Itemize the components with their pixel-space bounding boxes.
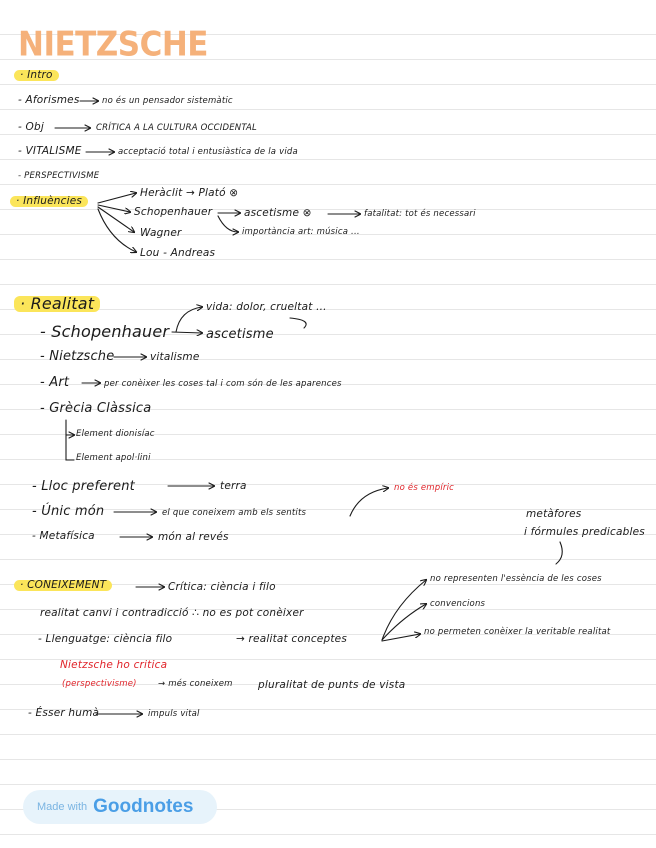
llenguatge-mid: → realitat conceptes bbox=[236, 633, 347, 645]
goodnotes-brand: Goodnotes bbox=[93, 796, 194, 817]
importancia-item: importància art: música ... bbox=[242, 227, 360, 237]
ascetisme-item: ascetisme ⊗ bbox=[244, 207, 312, 219]
vitalisme-label: - VITALISME bbox=[18, 145, 82, 157]
nietzsche-desc: vitalisme bbox=[150, 351, 200, 363]
esser-desc: impuls vital bbox=[148, 709, 200, 719]
arrow-no-representen bbox=[382, 580, 426, 640]
lloc-line: - Lloc preferent bbox=[32, 479, 135, 494]
vitalisme-desc: acceptació total i entusiàstica de la vida bbox=[118, 147, 298, 157]
ascetisme-word: ascetisme bbox=[206, 327, 274, 342]
llenguatge-line: - Llenguatge: ciència filo bbox=[38, 633, 173, 645]
arrow-salome bbox=[98, 209, 136, 252]
predicables-note: i fórmules predicables bbox=[524, 526, 645, 538]
arrow-no-permeten bbox=[382, 634, 420, 641]
intro-heading: · Intro bbox=[14, 70, 59, 81]
art-line: - Art bbox=[40, 375, 70, 390]
arrow-importancia bbox=[218, 216, 238, 232]
aforismes-label: - Aforismes bbox=[18, 94, 80, 106]
schopenhauer-line: - Schopenhauer bbox=[40, 322, 170, 341]
schopenhauer-item: Schopenhauer bbox=[134, 206, 213, 218]
goodnotes-badge[interactable] bbox=[23, 790, 217, 824]
metafisica-line: - Metafísica bbox=[32, 530, 95, 542]
terra-word: terra bbox=[220, 480, 247, 492]
arrow-vida-dolor bbox=[176, 307, 202, 332]
critica-line: Crítica: ciència i filo bbox=[168, 581, 276, 593]
nietzsche-critica-note: Nietzsche ho critica bbox=[60, 659, 168, 671]
grecia-line: - Grècia Clàssica bbox=[40, 401, 152, 416]
curl-metafores bbox=[556, 542, 562, 564]
art-desc: per conèixer les coses tal i com són de les aparences bbox=[104, 379, 342, 389]
made-with-label: Made with bbox=[37, 801, 88, 813]
realitat-line: realitat canvi i contradicció ∴ no es pot conèixer bbox=[40, 607, 304, 619]
pluralitat-pre: → més coneixem bbox=[158, 679, 233, 689]
arrow-wagner bbox=[98, 207, 134, 232]
influencies-heading: · Influències bbox=[10, 196, 88, 207]
page-title: NIETZSCHE bbox=[18, 24, 208, 65]
perspectivisme-label: - PERSPECTIVISME bbox=[18, 171, 100, 181]
wagner-item: Wagner bbox=[140, 227, 182, 239]
obj-desc: CRÍTICA A LA CULTURA OCCIDENTAL bbox=[96, 123, 257, 133]
curl-vida bbox=[290, 318, 306, 328]
unic-mon-line: - Únic món bbox=[32, 504, 105, 519]
fatalitat-item: fatalitat: tot és necessari bbox=[364, 209, 476, 219]
bracket-grecia bbox=[66, 420, 74, 460]
obj-label: - Obj bbox=[18, 121, 44, 133]
realitat-heading: · Realitat bbox=[14, 296, 100, 312]
arrow-no-empiric bbox=[350, 488, 388, 516]
vida-dolor: vida: dolor, crueltat ... bbox=[206, 301, 327, 313]
perspectivisme-note: (perspectivisme) bbox=[62, 679, 137, 689]
coneixement-heading: · CONEIXEMENT bbox=[14, 580, 112, 591]
unic-mon-desc: el que coneixem amb els sentits bbox=[162, 508, 307, 518]
pluralitat-note: pluralitat de punts de vista bbox=[258, 679, 406, 691]
aforismes-desc: no és un pensador sistemàtic bbox=[102, 96, 233, 106]
salome-item: Lou - Andreas bbox=[140, 247, 216, 259]
nietzsche-line: - Nietzsche bbox=[40, 349, 115, 364]
heraclit-item: Heràclit → Plató ⊗ bbox=[140, 187, 239, 199]
no-empiric-note: no és empíric bbox=[394, 483, 455, 493]
no-permeten-note: no permeten conèixer la veritable realitat bbox=[424, 627, 611, 637]
convencions-note: convencions bbox=[430, 599, 486, 609]
metafores-note: metàfores bbox=[526, 508, 582, 520]
apol-item: Element apol·lini bbox=[76, 453, 151, 463]
arrow-heraclit bbox=[98, 193, 136, 203]
esser-line: - Ésser humà bbox=[28, 707, 100, 719]
no-representen-note: no representen l'essència de les coses bbox=[430, 574, 602, 584]
metafisica-desc: món al revés bbox=[158, 531, 229, 543]
dionisiac-item: Element dionisíac bbox=[76, 429, 155, 439]
